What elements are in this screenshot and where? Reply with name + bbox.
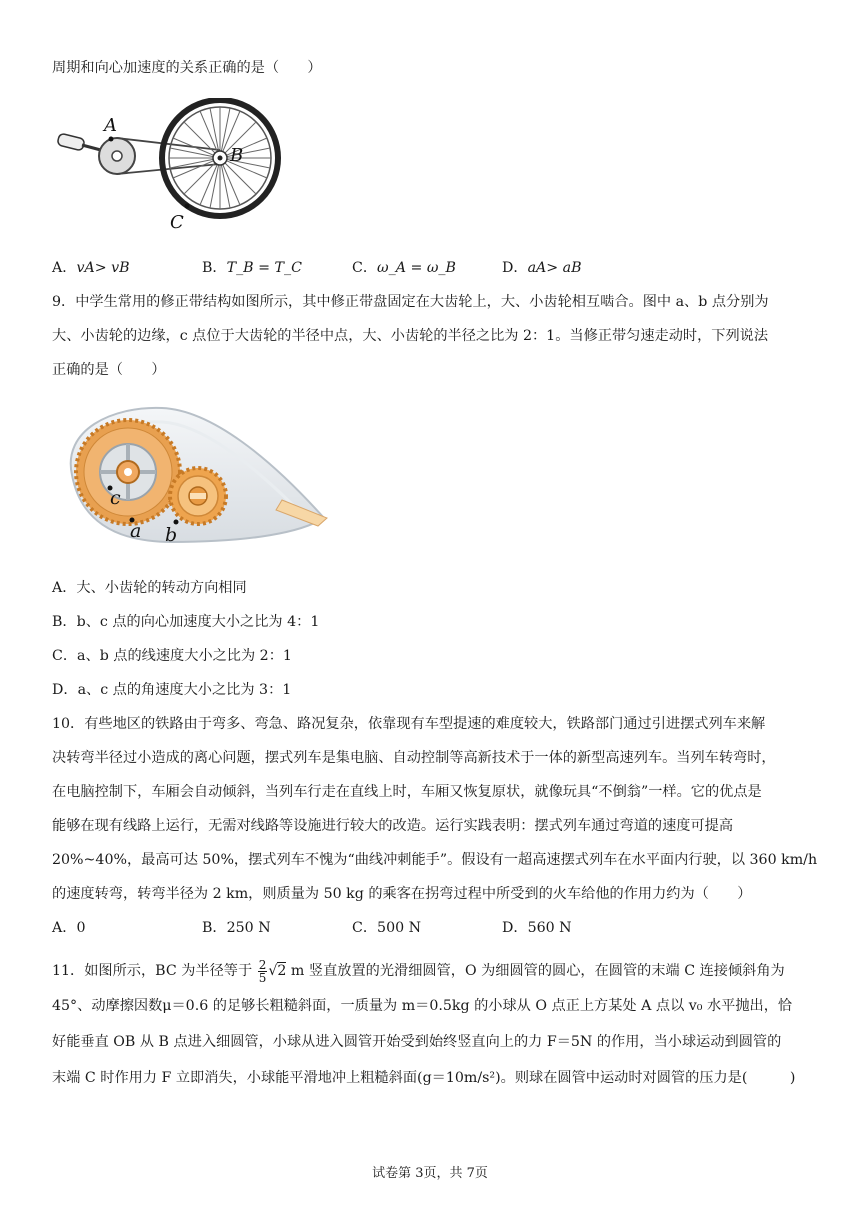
q11-stem-line: 末端 C 时作用力 F 立即消失，小球能平滑地冲上粗糙斜面(g＝10m/s²)。则球在圆管中运动时对圆管的压力是( ) <box>52 1070 796 1086</box>
q8-label-a: A <box>104 115 117 136</box>
q10-stem-line: 10．有些地区的铁路由于弯多、弯急、路况复杂，依靠现有车型提速的难度较大，铁路部门通过引进摆式列车来解 <box>52 716 766 732</box>
q10-stem-line: 在电脑控制下，车厢会自动倾斜，当列车行走在直线上时，车厢又恢复原状，就像玩具“不倒翁”一样。它的优点是 <box>52 784 762 800</box>
sqrt-symbol: √ <box>268 963 278 979</box>
q8-option-c[interactable] <box>352 258 456 278</box>
q8-stem-tail: 周期和向心加速度的关系正确的是（ ） <box>52 60 322 76</box>
option-letter: B． <box>202 920 227 936</box>
q10-option-b[interactable] <box>202 918 271 938</box>
q10-stem-line: 的速度转弯，转弯半径为 2 km，则质量为 50 kg 的乘客在拐弯过程中所受到的火车给他的作用力约为（ ） <box>52 886 752 902</box>
q8-label-b: B <box>230 145 244 166</box>
option-text: 500 N <box>377 920 422 936</box>
option-text: 560 N <box>527 920 572 936</box>
q8-label-c: C <box>170 212 184 233</box>
option-text: aA> aB <box>527 260 582 276</box>
option-letter: A． <box>52 920 77 936</box>
sqrt-value: 2 <box>277 963 287 979</box>
option-text: vA> vB <box>76 260 130 276</box>
option-text: 0 <box>76 920 86 936</box>
option-text: 250 N <box>226 920 271 936</box>
q9-stem-line: 大、小齿轮的边缘，c 点位于大齿轮的半径中点，大、小齿轮的半径之比为 2：1。当修正带匀速走动时，下列说法 <box>52 328 769 344</box>
q10-stem-line: 能够在现有线路上运行，无需对线路等设施进行较大的改造。运行实践表明：摆式列车通过弯道的速度可提高 <box>52 818 734 834</box>
fraction-numerator: 2 <box>258 957 267 972</box>
q9-option-d[interactable]: D．a、c 点的角速度大小之比为 3：1 <box>52 682 292 698</box>
page-footer: 试卷第 3页，共 7页 <box>372 1166 488 1181</box>
q10-stem-line: 20%~40%，最高可达 50%，摆式列车不愧为“曲线冲刺能手”。假设有一超高速摆式列车在水平面内行驶，以 360 km/h <box>52 852 818 868</box>
q9-label-b: b <box>165 524 178 546</box>
q11-fraction <box>258 959 268 984</box>
q11-stem-line: 45°、动摩擦因数μ＝0.6 的足够长粗糙斜面，一质量为 m＝0.5kg 的小球从 O 点正上方某处 A 点以 v₀ 水平抛出，恰 <box>52 998 793 1014</box>
option-text: ω_A = ω_B <box>377 260 456 276</box>
q8-option-b[interactable] <box>202 258 302 278</box>
q8-option-a[interactable] <box>52 258 130 278</box>
q9-stem-line: 正确的是（ ） <box>52 362 166 378</box>
q10-stem-line: 决转弯半径过小造成的离心问题，摆式列车是集电脑、自动控制等高新技术于一体的新型高速列车。当列车转弯时， <box>52 750 776 766</box>
q10-option-d[interactable] <box>502 918 572 938</box>
q9-correction-tape-figure <box>52 400 332 550</box>
q10-option-c[interactable] <box>352 918 421 938</box>
q9-stem-line: 9．中学生常用的修正带结构如图所示，其中修正带盘固定在大齿轮上，大、小齿轮相互啮合。图中 a、b 点分别为 <box>52 294 769 310</box>
q8-option-d[interactable] <box>502 258 582 278</box>
q10-option-a[interactable] <box>52 918 85 938</box>
q11-text-post: m 竖直放置的光滑细圆管，O 为细圆管的圆心，在圆管的末端 C 连接倾斜角为 <box>290 963 785 979</box>
option-letter: D． <box>502 920 528 936</box>
option-letter: D． <box>502 260 528 276</box>
option-letter: C． <box>352 260 378 276</box>
fraction-denominator: 5 <box>258 970 267 985</box>
q9-option-b[interactable]: B．b、c 点的向心加速度大小之比为 4：1 <box>52 614 320 630</box>
q8-bicycle-figure <box>52 98 292 238</box>
option-text: T_B = T_C <box>226 260 302 276</box>
q9-option-a[interactable]: A．大、小齿轮的转动方向相同 <box>52 580 247 596</box>
q11-stem-line-1 <box>52 958 785 984</box>
option-letter: B． <box>202 260 227 276</box>
q9-label-a: a <box>130 520 142 542</box>
q11-stem-line: 好能垂直 OB 从 B 点进入细圆管，小球从进入圆管开始受到始终竖直向上的力 F＝5N 的作用，当小球运动到圆管的 <box>52 1034 782 1050</box>
q9-option-c[interactable]: C．a、b 点的线速度大小之比为 2：1 <box>52 648 292 664</box>
option-letter: C． <box>352 920 378 936</box>
q11-text-pre: 11．如图所示，BC 为半径等于 <box>52 963 253 979</box>
q9-label-c: c <box>110 487 121 509</box>
option-letter: A． <box>52 260 77 276</box>
